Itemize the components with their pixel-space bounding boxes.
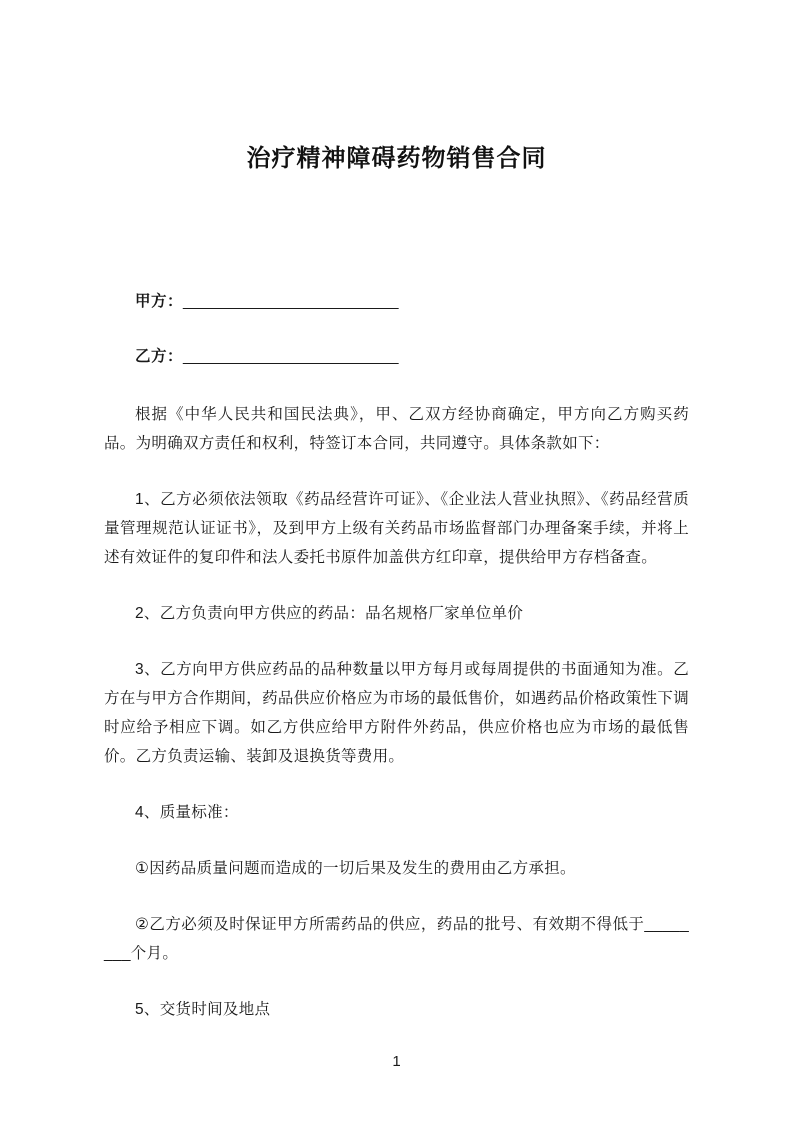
clause-5-heading-paragraph: 5、交货时间及地点 <box>135 1001 271 1018</box>
clause-4-item-2-paragraph: ②乙方必须及时保证甲方所需药品的供应，药品的批号、有效期不得低于________个月。 <box>104 916 689 962</box>
party-b-row <box>104 346 689 368</box>
clause-1-paragraph: 1、乙方必须依法领取《药品经营许可证》、《企业法人营业执照》、《药品经营质量管理规范认证证书》，及到甲方上级有关药品市场监督部门办理备案手续，并将上述有效证件的复印件和法人委托书原件加盖供方红印章，提供给甲方存档备查。 <box>104 491 689 566</box>
clause-4-item-1-paragraph: ①因药品质量问题而造成的一切后果及发生的费用由乙方承担。 <box>135 860 576 877</box>
party-a-blank-line: _________________________ <box>183 293 399 310</box>
party-a-row <box>104 291 689 313</box>
document-title: 治疗精神障碍药物销售合同 <box>246 145 547 172</box>
clause-3-paragraph: 3、乙方向甲方供应药品的品种数量以甲方每月或每周提供的书面通知为准。乙方在与甲方合作期间，药品供应价格应为市场的最低售价，如遇药品价格政策性下调时应给予相应下调。如乙方供应给甲方附件外药品，供应价格也应为市场的最低售价。乙方负责运输、装卸及退换货等费用。 <box>104 661 689 765</box>
contract-body <box>104 400 689 1024</box>
page-number: 1 <box>392 1053 401 1070</box>
party-b-blank-line: _________________________ <box>183 348 399 365</box>
intro-paragraph: 根据《中华人民共和国民法典》，甲、乙双方经协商确定，甲方向乙方购买药品。为明确双方责任和权利，特签订本合同，共同遵守。具体条款如下： <box>104 406 689 452</box>
party-a-label: 甲方： <box>135 293 184 310</box>
clause-4-heading-paragraph: 4、质量标准： <box>135 804 239 821</box>
clause-2-paragraph: 2、乙方负责向甲方供应的药品：品名规格厂家单位单价 <box>135 605 524 622</box>
party-b-label: 乙方： <box>135 348 184 365</box>
